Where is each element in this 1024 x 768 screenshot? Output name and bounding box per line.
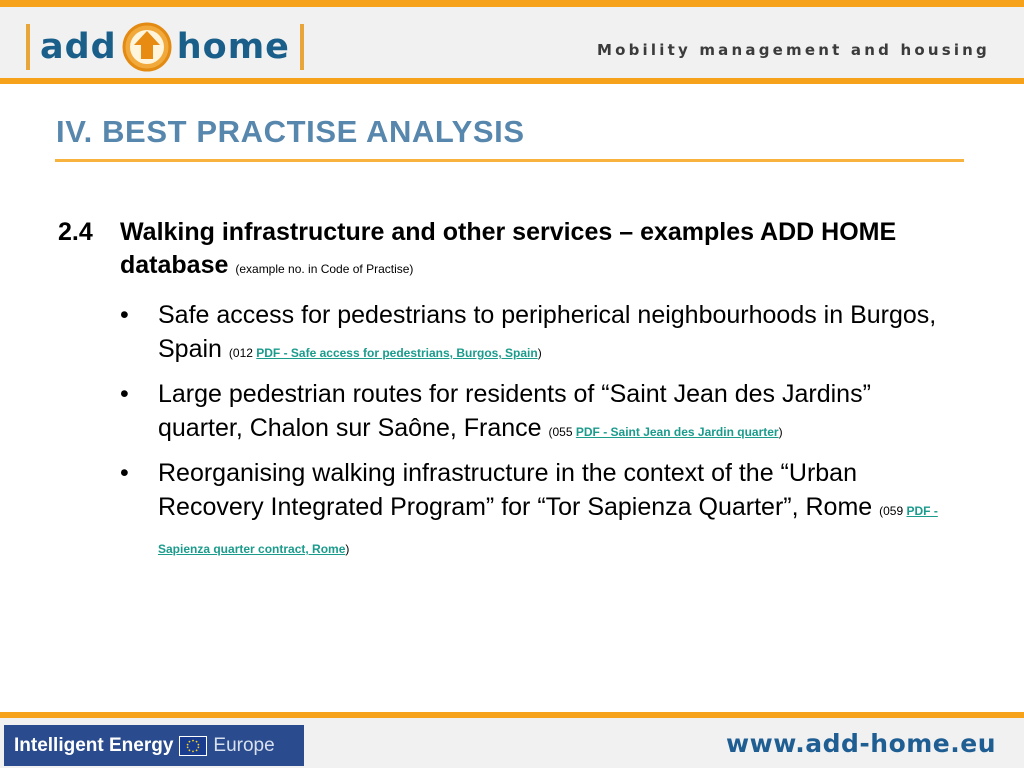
logo-left-bar (26, 24, 30, 70)
pdf-link-rome[interactable]: PDF - Sapienza quarter contract, Rome (158, 504, 938, 556)
bullet-body (158, 377, 960, 449)
ref-prefix: (059 (879, 504, 907, 518)
header-tagline: Mobility management and housing (596, 41, 990, 59)
section-heading-row (58, 216, 938, 286)
website-url[interactable]: www.add-home.eu (726, 729, 996, 758)
logo-word-add: add (40, 27, 117, 67)
header-bar (0, 7, 1024, 78)
bullet-list (120, 298, 960, 566)
eu-flag-icon (179, 736, 207, 756)
ref-prefix: (055 (548, 425, 576, 439)
logo-right-bar (300, 24, 304, 70)
pdf-link-burgos[interactable]: PDF - Safe access for pedestrians, Burgos, Spain (256, 346, 538, 360)
bullet-marker: • (120, 459, 129, 487)
ref-suffix: ) (345, 542, 350, 556)
bullet-text: Reorganising walking infrastructure in the context of the “Urban Recovery Integrated Program” for “Tor Sapienza Quarter”, Rome (158, 459, 873, 521)
house-arrow-icon (121, 21, 173, 73)
bullet-marker: • (120, 301, 129, 329)
ref-suffix: ) (537, 346, 542, 360)
section-number: 2.4 (58, 218, 93, 246)
bullet-text: Safe access for pedestrians to peripherical neighbourhoods in Burgos, Spain (158, 301, 937, 363)
bullet-body (158, 298, 960, 370)
pdf-link-chalon[interactable]: PDF - Saint Jean des Jardin quarter (575, 425, 779, 439)
logo-word-home: home (176, 27, 290, 67)
bullet-body (158, 456, 960, 566)
ref-suffix: ) (778, 425, 783, 439)
bullet-text: Large pedestrian routes for residents of “Saint Jean des Jardins” quarter, Chalon sur Saône, France (158, 380, 871, 442)
section-heading-text: Walking infrastructure and other services – examples ADD HOME database (120, 218, 897, 279)
add-home-logo (26, 21, 304, 73)
content-section (58, 216, 938, 573)
ref-prefix: (012 (228, 346, 257, 360)
program-region: Europe (213, 734, 275, 756)
header-orange-rule (0, 78, 1024, 84)
slide-title: IV. BEST PRACTISE ANALYSIS (56, 114, 525, 149)
list-item (120, 298, 960, 370)
section-heading (120, 216, 938, 286)
title-underline (55, 159, 964, 162)
list-item (120, 377, 960, 449)
section-note: (example no. in Code of Practise) (235, 262, 414, 276)
header-top-band (0, 0, 1024, 7)
list-item (120, 456, 960, 566)
intelligent-energy-europe-logo (4, 725, 304, 766)
bullet-marker: • (120, 380, 129, 408)
program-name: Intelligent Energy (14, 734, 174, 756)
